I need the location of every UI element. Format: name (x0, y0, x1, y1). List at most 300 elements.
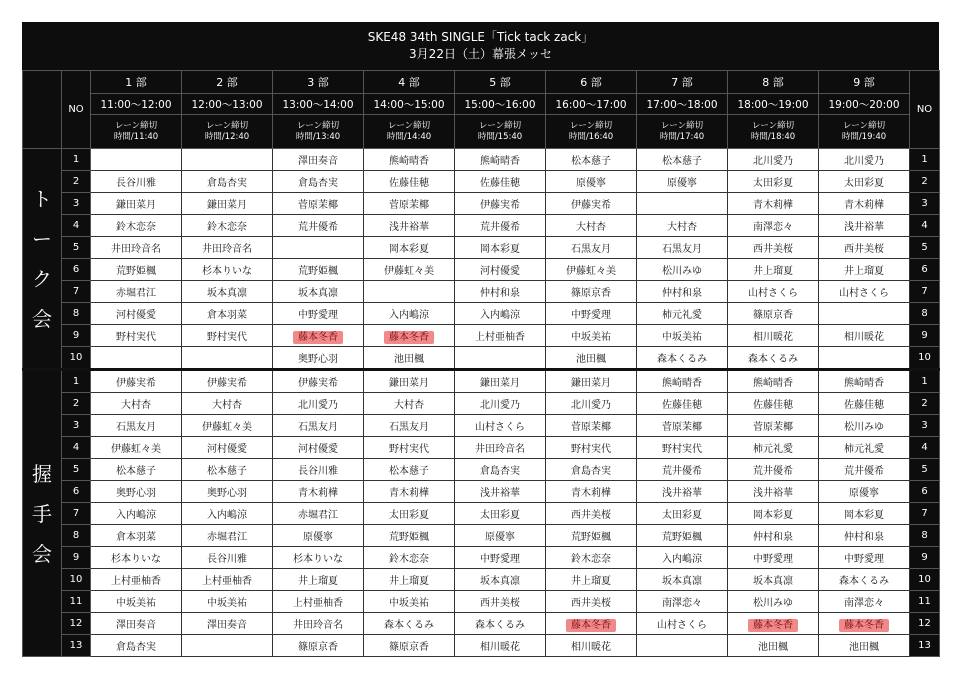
member-cell (182, 259, 273, 281)
member-cell (455, 503, 546, 525)
member-cell (546, 237, 637, 259)
member-name: 池田楓 (394, 354, 424, 365)
row-number-left: 5 (62, 459, 91, 481)
member-cell (728, 393, 819, 415)
member-cell (364, 481, 455, 503)
member-name: 森本くるみ (839, 576, 889, 587)
member-name: 伊藤実希 (298, 378, 338, 389)
member-cell-highlighted (546, 613, 637, 635)
member-cell (273, 303, 364, 325)
member-name: 太田彩夏 (753, 178, 793, 189)
row-number-right: 11 (910, 591, 940, 613)
member-name: 荒野姫楓 (571, 532, 611, 543)
part-header: 9 部 (819, 71, 910, 94)
member-name: 松本慈子 (116, 466, 156, 477)
row-number-right: 6 (910, 481, 940, 503)
member-cell (637, 459, 728, 481)
member-cell (455, 171, 546, 193)
member-name: 西井美桜 (571, 510, 611, 521)
section-char: 握 (32, 461, 52, 486)
member-cell (364, 215, 455, 237)
member-name: 中坂美祐 (662, 332, 702, 343)
lane-close-header (273, 115, 364, 149)
member-cell (728, 149, 819, 171)
row-number-left: 13 (62, 635, 91, 657)
member-name: 河村優愛 (116, 310, 156, 321)
member-name: 赤堀君江 (207, 532, 247, 543)
row-number-left: 8 (62, 525, 91, 547)
member-cell (91, 503, 182, 525)
member-cell (182, 547, 273, 569)
member-name: 太田彩夏 (480, 510, 520, 521)
member-cell (728, 415, 819, 437)
row-number-right: 8 (910, 303, 940, 325)
member-name: 西井美桜 (480, 598, 520, 609)
member-name: 南澤恋々 (844, 598, 884, 609)
member-name: 太田彩夏 (844, 178, 884, 189)
member-name: 石黒友月 (389, 422, 429, 433)
member-name: 菅原茉椰 (662, 422, 702, 433)
member-name: 仲村和泉 (662, 288, 702, 299)
member-name: 池田楓 (849, 642, 879, 653)
member-name: 大村杏 (394, 400, 424, 411)
member-cell (455, 237, 546, 259)
member-cell (182, 347, 273, 370)
member-name: 青木莉樺 (753, 200, 793, 211)
lane-close-header (91, 115, 182, 149)
member-name: 松川みゆ (844, 422, 884, 433)
member-cell (546, 370, 637, 393)
member-cell (546, 503, 637, 525)
member-cell (91, 525, 182, 547)
member-cell (637, 569, 728, 591)
member-cell (819, 459, 910, 481)
row-number-right: 4 (910, 215, 940, 237)
member-name: 長谷川雅 (116, 178, 156, 189)
member-cell (728, 437, 819, 459)
member-cell (182, 370, 273, 393)
member-name: 入内嶋涼 (480, 310, 520, 321)
member-name: 鎌田菜月 (571, 378, 611, 389)
row-number-right: 1 (910, 370, 940, 393)
member-cell (364, 237, 455, 259)
row-number-left: 10 (62, 347, 91, 370)
member-cell (182, 237, 273, 259)
member-name: 北川愛乃 (571, 400, 611, 411)
member-name: 篠原京香 (298, 642, 338, 653)
member-cell (728, 303, 819, 325)
member-name: 井上瑠夏 (298, 576, 338, 587)
member-name: 池田楓 (576, 354, 606, 365)
member-cell (728, 193, 819, 215)
member-name: 澤田奏音 (298, 156, 338, 167)
member-cell (364, 503, 455, 525)
member-cell (728, 237, 819, 259)
member-name: 鈴木恋奈 (571, 554, 611, 565)
row-number-right: 9 (910, 325, 940, 347)
member-cell (546, 325, 637, 347)
member-name: 上村亜柚香 (293, 598, 343, 609)
member-name: 松川みゆ (662, 266, 702, 277)
member-cell (455, 325, 546, 347)
member-name: 中坂美祐 (207, 598, 247, 609)
member-cell-highlighted (728, 613, 819, 635)
member-cell (728, 635, 819, 657)
member-cell (819, 325, 910, 347)
member-cell (546, 171, 637, 193)
member-cell (546, 547, 637, 569)
member-name: 大村杏 (212, 400, 242, 411)
member-name: 上村亜柚香 (111, 576, 161, 587)
member-name: 岡本彩夏 (480, 244, 520, 255)
member-name: 石黒友月 (116, 422, 156, 433)
member-cell (637, 370, 728, 393)
row-number-left: 6 (62, 481, 91, 503)
member-cell (182, 215, 273, 237)
member-cell (637, 525, 728, 547)
row-number-right: 7 (910, 503, 940, 525)
row-number-left: 2 (62, 393, 91, 415)
row-number-left: 2 (62, 171, 91, 193)
member-name: 相川暖花 (844, 332, 884, 343)
section-char: ク (32, 266, 52, 291)
schedule-table (22, 70, 940, 657)
lane-close-time: 時間/14:40 (386, 131, 432, 142)
member-cell (182, 459, 273, 481)
member-cell (819, 281, 910, 303)
row-number-right: 6 (910, 259, 940, 281)
member-name: 柿元礼愛 (753, 444, 793, 455)
member-name: 相川暖花 (571, 642, 611, 653)
section-char: 手 (32, 501, 52, 526)
lane-close-label: レーン締切 (478, 120, 522, 131)
row-number-right: 10 (910, 347, 940, 370)
member-cell (273, 459, 364, 481)
member-name: 鈴木恋奈 (207, 222, 247, 233)
member-cell (819, 525, 910, 547)
schedule-sheet (22, 22, 939, 652)
member-cell (273, 503, 364, 525)
member-name: 篠原京香 (571, 288, 611, 299)
member-cell (91, 259, 182, 281)
member-cell (546, 635, 637, 657)
member-name: 伊藤虹々美 (202, 422, 252, 433)
member-cell (182, 171, 273, 193)
member-name: 青木莉樺 (389, 488, 429, 499)
member-cell (728, 325, 819, 347)
member-name: 浅井裕華 (844, 222, 884, 233)
lane-close-label: レーン締切 (569, 120, 613, 131)
section-char: 会 (32, 306, 52, 331)
lane-close-label: レーン締切 (296, 120, 340, 131)
member-name: 柿元礼愛 (844, 444, 884, 455)
lane-close-header (728, 115, 819, 149)
row-number-left: 4 (62, 437, 91, 459)
member-name: 河村優愛 (298, 444, 338, 455)
member-cell (546, 437, 637, 459)
member-cell (728, 481, 819, 503)
member-name: 荒野姫楓 (116, 266, 156, 277)
member-name: 篠原京香 (389, 642, 429, 653)
member-cell (819, 503, 910, 525)
member-name: 入内嶋涼 (662, 554, 702, 565)
member-name: 野村実代 (207, 332, 247, 343)
member-cell-highlighted (273, 325, 364, 347)
member-cell (819, 347, 910, 370)
member-cell (91, 591, 182, 613)
member-name: 熊崎晴香 (480, 156, 520, 167)
member-cell (819, 481, 910, 503)
member-name: 澤田奏音 (116, 620, 156, 631)
member-name: 河村優愛 (480, 266, 520, 277)
member-name: 中坂美祐 (116, 598, 156, 609)
lane-close-time: 時間/18:40 (750, 131, 796, 142)
member-cell (728, 347, 819, 370)
member-cell (273, 569, 364, 591)
member-cell (91, 281, 182, 303)
member-cell (637, 281, 728, 303)
member-cell (91, 569, 182, 591)
part-header: 2 部 (182, 71, 273, 94)
row-number-right: 10 (910, 569, 940, 591)
member-cell (728, 171, 819, 193)
member-name: 鈴木恋奈 (116, 222, 156, 233)
part-header: 4 部 (364, 71, 455, 94)
lane-close-label: レーン締切 (751, 120, 795, 131)
member-name: 菅原茉椰 (389, 200, 429, 211)
time-header: 19:00〜20:00 (819, 94, 910, 115)
member-cell (91, 481, 182, 503)
member-cell (819, 591, 910, 613)
member-cell (455, 193, 546, 215)
member-cell (182, 415, 273, 437)
member-cell (364, 547, 455, 569)
member-cell (455, 613, 546, 635)
member-cell (819, 149, 910, 171)
row-number-left: 6 (62, 259, 91, 281)
member-cell (728, 215, 819, 237)
member-name: 赤堀君江 (116, 288, 156, 299)
member-name: 中野愛理 (844, 554, 884, 565)
member-name: 伊藤実希 (571, 200, 611, 211)
row-number-left: 1 (62, 370, 91, 393)
member-cell (546, 281, 637, 303)
member-cell (455, 437, 546, 459)
member-name: 石黒友月 (298, 422, 338, 433)
member-cell (182, 481, 273, 503)
member-cell (546, 393, 637, 415)
member-cell (728, 591, 819, 613)
member-name: 井上瑠夏 (389, 576, 429, 587)
member-name: 石黒友月 (571, 244, 611, 255)
member-cell (364, 459, 455, 481)
member-cell (364, 393, 455, 415)
member-cell (273, 415, 364, 437)
member-cell (182, 325, 273, 347)
member-cell (273, 171, 364, 193)
row-number-right: 13 (910, 635, 940, 657)
member-cell (819, 393, 910, 415)
member-cell (455, 149, 546, 171)
member-name: 松本慈子 (662, 156, 702, 167)
member-name: 熊崎晴香 (844, 378, 884, 389)
row-number-left: 3 (62, 415, 91, 437)
member-name: 入内嶋涼 (116, 510, 156, 521)
row-number-left: 11 (62, 591, 91, 613)
member-name: 倉本羽菜 (116, 532, 156, 543)
member-name: 原優寧 (576, 178, 606, 189)
member-cell (273, 215, 364, 237)
member-cell (819, 237, 910, 259)
member-cell (273, 193, 364, 215)
member-cell (455, 393, 546, 415)
member-cell (364, 171, 455, 193)
member-name: 原優寧 (849, 488, 879, 499)
time-header: 18:00〜19:00 (728, 94, 819, 115)
member-name: 山村さくら (748, 288, 798, 299)
member-cell (273, 393, 364, 415)
member-cell (546, 303, 637, 325)
member-cell (91, 613, 182, 635)
title-bar (22, 22, 939, 70)
member-cell (637, 481, 728, 503)
member-name: 井田玲音名 (475, 444, 525, 455)
member-cell (182, 437, 273, 459)
row-number-right: 4 (910, 437, 940, 459)
member-cell (637, 171, 728, 193)
member-name: 河村優愛 (207, 444, 247, 455)
member-name: 大村杏 (121, 400, 151, 411)
row-number-right: 3 (910, 415, 940, 437)
member-name: 藤本冬香 (293, 331, 343, 344)
row-number-right: 2 (910, 393, 940, 415)
lane-close-header (182, 115, 273, 149)
member-cell (364, 281, 455, 303)
member-name: 岡本彩夏 (844, 510, 884, 521)
member-name: 菅原茉椰 (753, 422, 793, 433)
member-name: 野村実代 (389, 444, 429, 455)
member-name: 松川みゆ (753, 598, 793, 609)
member-cell (637, 591, 728, 613)
row-number-left: 8 (62, 303, 91, 325)
title-line-1: SKE48 34th SINGLE「Tick tack zack」 (367, 30, 594, 44)
member-cell (637, 193, 728, 215)
member-name: 井上瑠夏 (753, 266, 793, 277)
member-cell (91, 237, 182, 259)
member-cell (91, 415, 182, 437)
member-cell (364, 525, 455, 547)
lane-close-header (455, 115, 546, 149)
row-number-right: 2 (910, 171, 940, 193)
member-cell (273, 281, 364, 303)
time-header: 11:00〜12:00 (91, 94, 182, 115)
member-cell (273, 635, 364, 657)
member-name: 南澤恋々 (662, 598, 702, 609)
member-name: 中野愛理 (753, 554, 793, 565)
member-cell (91, 193, 182, 215)
member-name: 上村亜柚香 (475, 332, 525, 343)
member-name: 熊崎晴香 (753, 378, 793, 389)
member-name: 坂本真凛 (753, 576, 793, 587)
member-name: 仲村和泉 (753, 532, 793, 543)
member-cell (546, 215, 637, 237)
lane-close-header (546, 115, 637, 149)
row-number-left: 10 (62, 569, 91, 591)
member-cell (819, 259, 910, 281)
member-name: 岡本彩夏 (389, 244, 429, 255)
member-cell (637, 613, 728, 635)
row-number-left: 12 (62, 613, 91, 635)
member-name: 北川愛乃 (844, 156, 884, 167)
member-name: 佐藤佳穂 (389, 178, 429, 189)
member-name: 浅井裕華 (753, 488, 793, 499)
member-cell (273, 347, 364, 370)
member-cell (728, 503, 819, 525)
member-cell (364, 347, 455, 370)
no-header-left: NO (62, 71, 91, 149)
lane-close-time: 時間/19:40 (841, 131, 887, 142)
member-name: 大村杏 (667, 222, 697, 233)
member-cell (728, 569, 819, 591)
member-name: 倉島杏実 (207, 178, 247, 189)
member-name: 伊藤虹々美 (384, 266, 434, 277)
member-name: 柿元礼愛 (662, 310, 702, 321)
member-cell (728, 259, 819, 281)
member-cell (455, 569, 546, 591)
member-cell (91, 370, 182, 393)
member-name: 中坂美祐 (571, 332, 611, 343)
part-header: 5 部 (455, 71, 546, 94)
member-name: 藤本冬香 (748, 619, 798, 632)
member-name: 倉島杏実 (116, 642, 156, 653)
member-name: 澤田奏音 (207, 620, 247, 631)
member-name: 長谷川雅 (298, 466, 338, 477)
member-name: 浅井裕華 (480, 488, 520, 499)
member-cell (455, 370, 546, 393)
member-name: 西井美桜 (753, 244, 793, 255)
member-name: 藤本冬香 (566, 619, 616, 632)
member-name: 入内嶋涼 (207, 510, 247, 521)
lane-close-label: レーン締切 (660, 120, 704, 131)
member-cell (91, 303, 182, 325)
member-cell (182, 149, 273, 171)
member-name: 野村実代 (571, 444, 611, 455)
row-number-left: 3 (62, 193, 91, 215)
time-header: 16:00〜17:00 (546, 94, 637, 115)
member-cell (819, 569, 910, 591)
member-name: 太田彩夏 (389, 510, 429, 521)
lane-close-header (637, 115, 728, 149)
member-cell (364, 193, 455, 215)
member-cell (182, 591, 273, 613)
member-cell (728, 281, 819, 303)
member-cell (364, 259, 455, 281)
member-cell (819, 437, 910, 459)
member-cell (819, 171, 910, 193)
member-cell (637, 149, 728, 171)
member-name: 伊藤実希 (480, 200, 520, 211)
member-name: 菅原茉椰 (298, 200, 338, 211)
member-name: 熊崎晴香 (389, 156, 429, 167)
member-cell (637, 347, 728, 370)
member-name: 藤本冬香 (384, 331, 434, 344)
lane-close-time: 時間/17:40 (659, 131, 705, 142)
member-name: 長谷川雅 (207, 554, 247, 565)
member-name: 中野愛理 (480, 554, 520, 565)
member-name: 佐藤佳穂 (844, 400, 884, 411)
member-cell (273, 149, 364, 171)
member-name: 松本慈子 (389, 466, 429, 477)
